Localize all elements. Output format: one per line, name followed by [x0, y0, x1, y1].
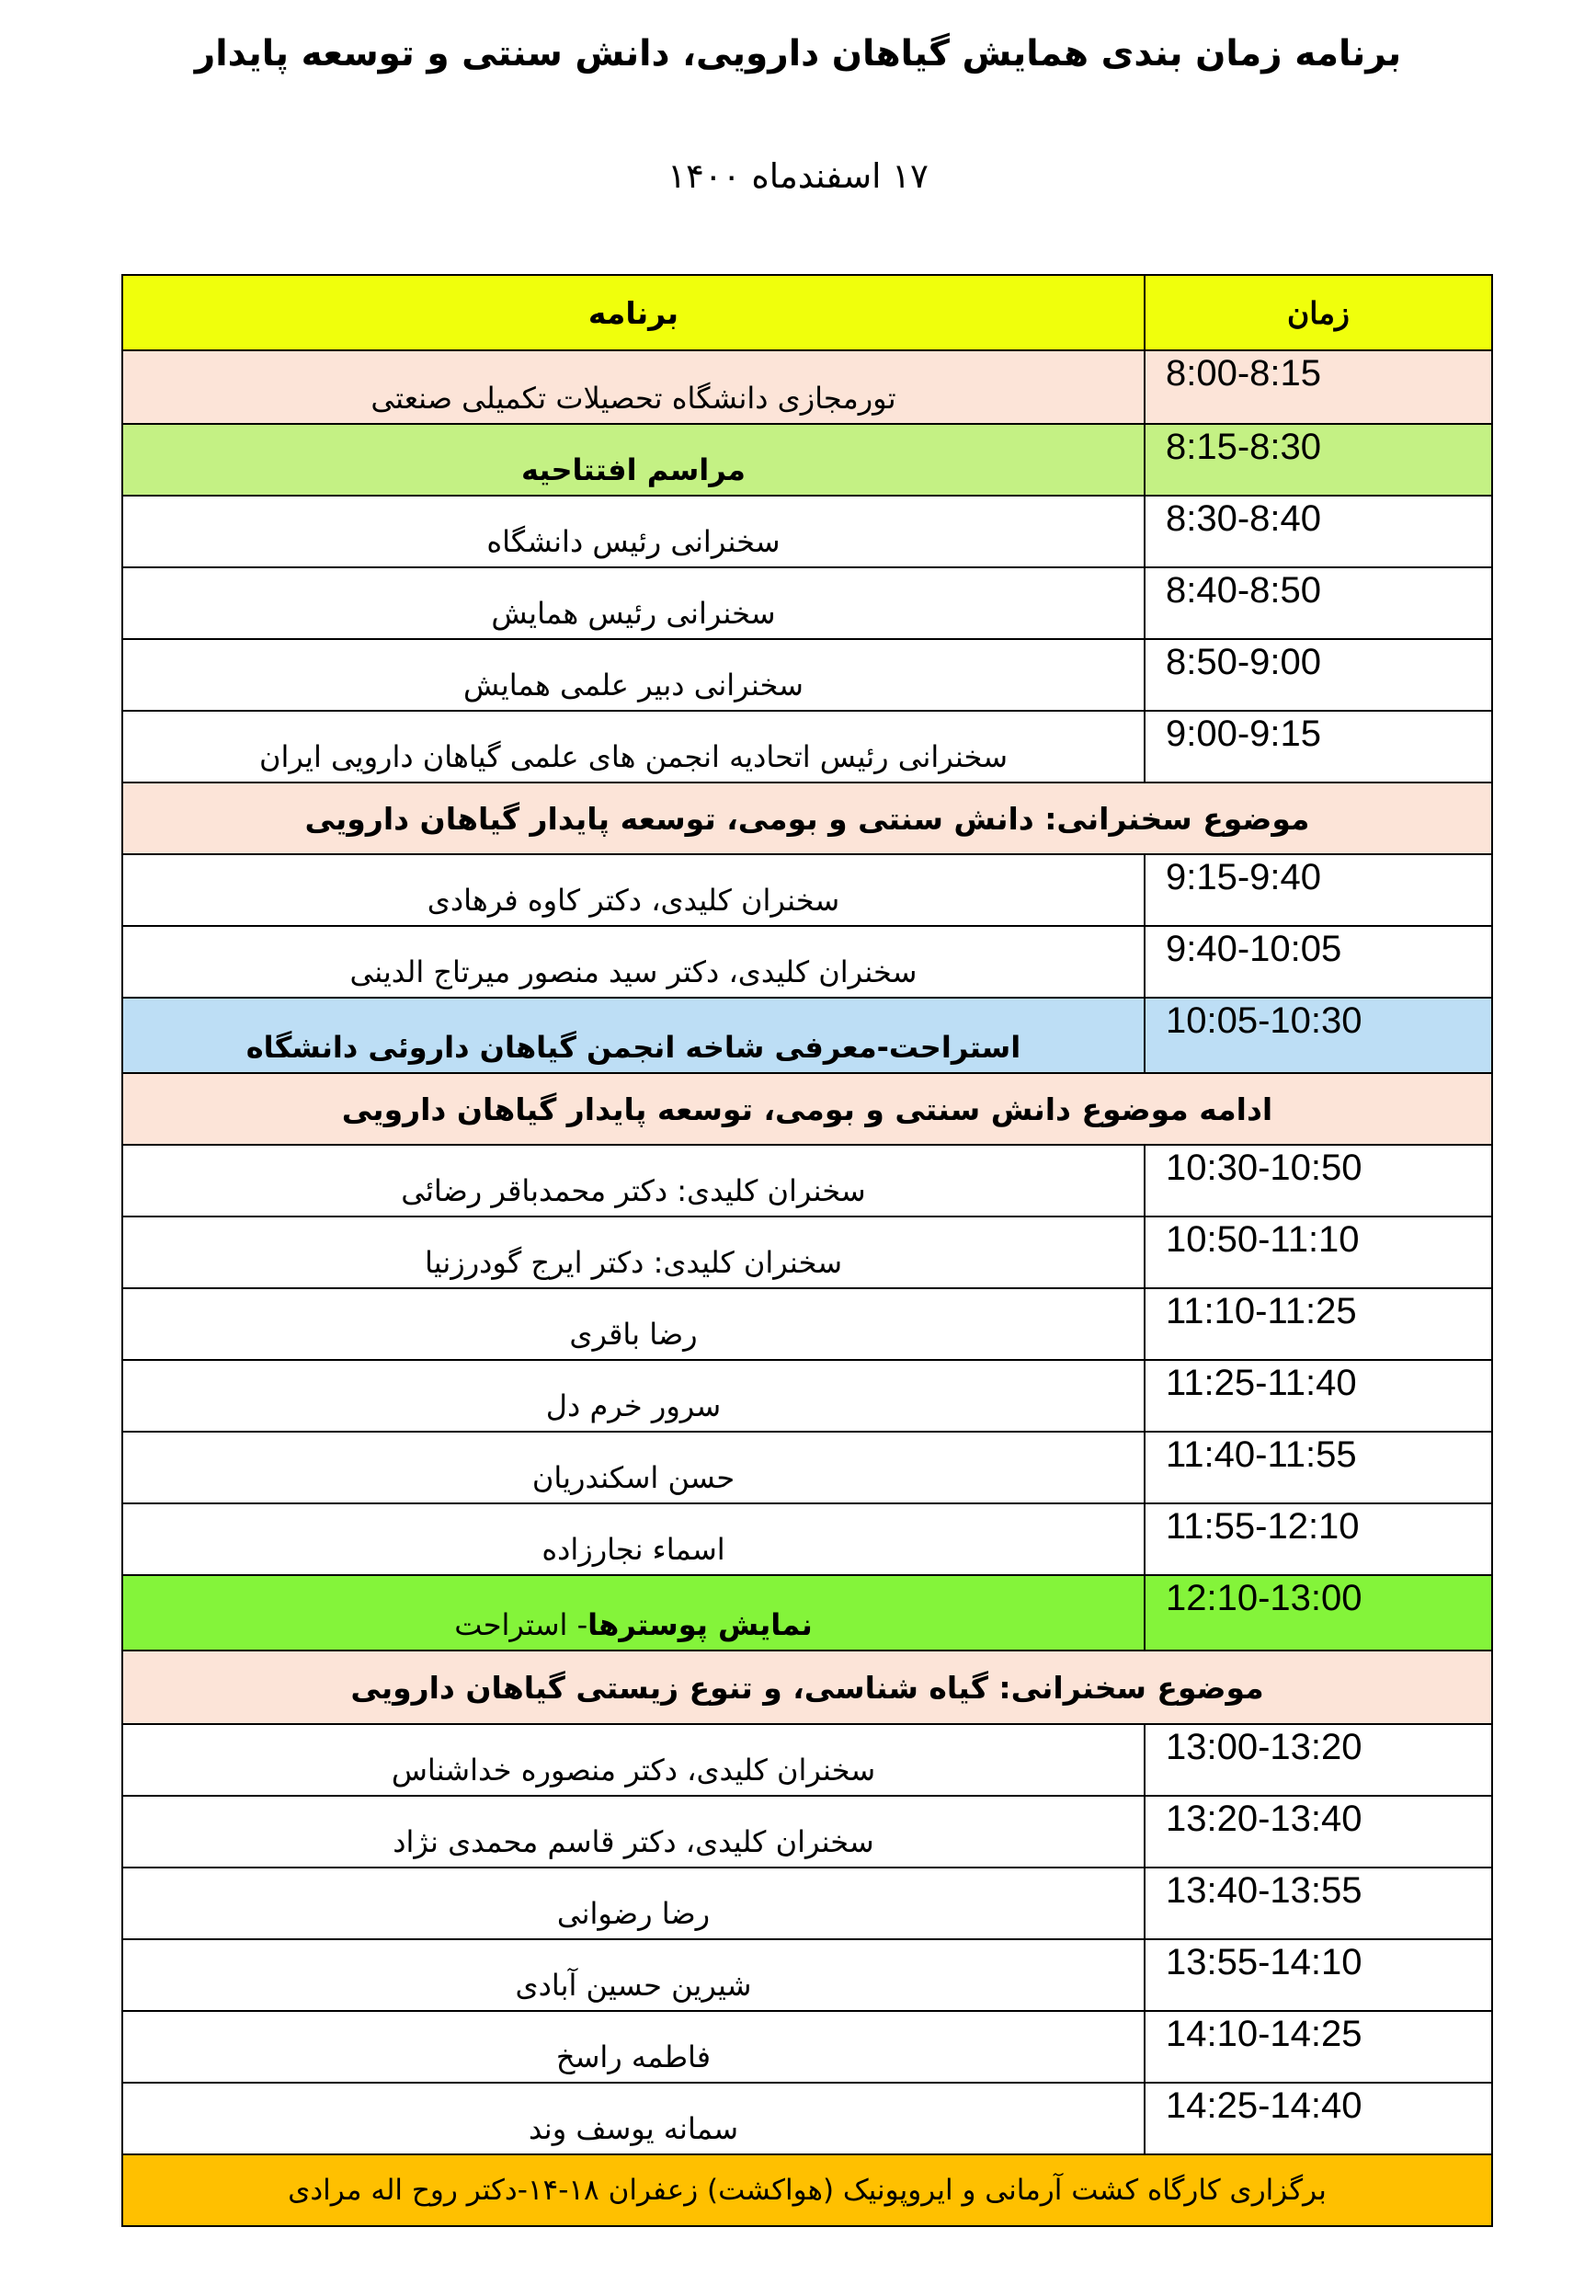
- schedule-row: [122, 1575, 1492, 1651]
- program-text: - استراحت: [454, 1607, 588, 1642]
- schedule-row: [122, 1432, 1492, 1503]
- time-cell: 14:25-14:40: [1145, 2083, 1492, 2154]
- program-cell: [122, 567, 1145, 639]
- program-cell: [122, 1575, 1145, 1651]
- time-cell: 8:50-9:00: [1145, 639, 1492, 711]
- time-cell: 11:25-11:40: [1145, 1360, 1492, 1432]
- time-cell: 13:20-13:40: [1145, 1796, 1492, 1868]
- program-text: تورمجازی دانشگاه تحصیلات تکمیلی صنعتی: [370, 381, 896, 416]
- time-cell: 8:15-8:30: [1145, 424, 1492, 496]
- schedule-row: [122, 424, 1492, 496]
- program-text: سخنران کلیدی، دکتر منصوره خداشناس: [391, 1753, 876, 1788]
- time-cell: 13:40-13:55: [1145, 1868, 1492, 1939]
- schedule-row: [122, 639, 1492, 711]
- program-text: سخنران کلیدی، دکتر قاسم محمدی نژاد: [393, 1824, 874, 1859]
- schedule-row: [122, 1503, 1492, 1575]
- time-cell: 9:00-9:15: [1145, 711, 1492, 782]
- program-cell: [122, 1432, 1145, 1503]
- program-cell: [122, 711, 1145, 782]
- time-cell: 11:10-11:25: [1145, 1288, 1492, 1360]
- program-cell: [122, 1288, 1145, 1360]
- section-title: موضوع سخنرانی: گیاه شناسی، و تنوع زیستی گیاهان دارویی: [122, 1651, 1492, 1724]
- program-text: سخنرانی رئیس اتحادیه انجمن های علمی گیاهان دارویی ایران: [258, 739, 1009, 774]
- program-text: سخنران کلیدی: دکتر ایرج گودرزنیا: [424, 1245, 843, 1280]
- section-title: ادامه موضوع دانش سنتی و بومی، توسعه پایدار گیاهان دارویی: [122, 1073, 1492, 1145]
- schedule-row: [122, 2011, 1492, 2083]
- time-cell: 10:30-10:50: [1145, 1145, 1492, 1217]
- section-row: [122, 1651, 1492, 1724]
- program-cell: [122, 496, 1145, 567]
- event-date: ۱۷ اسفندماه ۱۴۰۰: [667, 156, 929, 196]
- program-text: رضا باقری: [569, 1317, 698, 1352]
- program-cell: [122, 424, 1145, 496]
- schedule-table: [121, 274, 1493, 2227]
- program-text: سرور خرم دل: [545, 1388, 722, 1423]
- time-cell: 10:50-11:10: [1145, 1217, 1492, 1288]
- time-cell: 10:05-10:30: [1145, 998, 1492, 1073]
- schedule-row: [122, 1868, 1492, 1939]
- program-cell: [122, 2011, 1145, 2083]
- program-cell: [122, 854, 1145, 926]
- program-text: اسماء نجارزاده: [542, 1532, 725, 1567]
- program-text: رضا رضوانی: [556, 1896, 711, 1931]
- program-cell: [122, 1796, 1145, 1868]
- schedule-row: [122, 926, 1492, 998]
- program-text: سخنران کلیدی، دکتر سید منصور میرتاج الدینی: [349, 954, 918, 989]
- time-cell: 14:10-14:25: [1145, 2011, 1492, 2083]
- program-text: سخنرانی رئیس همایش: [491, 596, 776, 631]
- program-text: سخنرانی دبیر علمی همایش: [463, 668, 804, 703]
- schedule-row: [122, 1360, 1492, 1432]
- schedule-row: [122, 998, 1492, 1073]
- footer-text: برگزاری کارگاه کشت آرمانی و ایروپونیک (هواکشت) زعفران ۱۸-۱۴-دکتر روح اله مرادی: [122, 2154, 1492, 2226]
- schedule-row: [122, 1288, 1492, 1360]
- program-text: سخنرانی رئیس دانشگاه: [486, 524, 781, 559]
- time-cell: 12:10-13:00: [1145, 1575, 1492, 1651]
- time-cell: 8:30-8:40: [1145, 496, 1492, 567]
- time-cell: 9:15-9:40: [1145, 854, 1492, 926]
- time-cell: 8:00-8:15: [1145, 350, 1492, 424]
- page-title: برنامه زمان بندی همایش گیاهان دارویی، دانش سنتی و توسعه پایدار: [194, 33, 1402, 74]
- program-cell: [122, 998, 1145, 1073]
- program-cell: [122, 2083, 1145, 2154]
- schedule-row: [122, 1724, 1492, 1796]
- schedule-row: [122, 2083, 1492, 2154]
- time-cell: 11:55-12:10: [1145, 1503, 1492, 1575]
- section-row: [122, 1073, 1492, 1145]
- program-cell: [122, 1217, 1145, 1288]
- schedule-row: [122, 1939, 1492, 2011]
- schedule-row: [122, 711, 1492, 782]
- schedule-row: [122, 1217, 1492, 1288]
- time-cell: 13:55-14:10: [1145, 1939, 1492, 2011]
- program-cell: [122, 1145, 1145, 1217]
- schedule-row: [122, 1145, 1492, 1217]
- program-text: حسن اسکندریان: [531, 1460, 735, 1495]
- schedule-row: [122, 567, 1492, 639]
- program-text: سمانه یوسف وند: [529, 2111, 738, 2146]
- time-cell: 9:40-10:05: [1145, 926, 1492, 998]
- section-row: [122, 782, 1492, 854]
- table-header-row: [122, 275, 1492, 350]
- program-text: سخنران کلیدی: دکتر محمدباقر رضائی: [401, 1173, 866, 1208]
- program-cell: [122, 1360, 1145, 1432]
- footer-row: [122, 2154, 1492, 2226]
- time-cell: 8:40-8:50: [1145, 567, 1492, 639]
- time-cell: 11:40-11:55: [1145, 1432, 1492, 1503]
- time-cell: 13:00-13:20: [1145, 1724, 1492, 1796]
- schedule-body: [122, 275, 1492, 2226]
- program-cell: [122, 1868, 1145, 1939]
- program-cell: [122, 1724, 1145, 1796]
- program-text: شیرین حسین آبادی: [515, 1968, 752, 2003]
- program-cell: [122, 926, 1145, 998]
- program-cell: [122, 1939, 1145, 2011]
- program-cell: [122, 639, 1145, 711]
- schedule-row: [122, 1796, 1492, 1868]
- header-time: زمان: [1145, 275, 1492, 350]
- program-text: سخنران کلیدی، دکتر کاوه فرهادی: [427, 883, 840, 918]
- program-text: فاطمه راسخ: [555, 2039, 712, 2074]
- schedule-row: [122, 350, 1492, 424]
- header-program: برنامه: [122, 275, 1145, 350]
- schedule-row: [122, 854, 1492, 926]
- program-cell: [122, 350, 1145, 424]
- program-text: مراسم افتتاحیه: [521, 452, 746, 487]
- program-cell: [122, 1503, 1145, 1575]
- program-text: استراحت-معرفی شاخه انجمن گیاهان داروئی دانشگاه: [245, 1030, 1021, 1065]
- schedule-row: [122, 496, 1492, 567]
- section-title: موضوع سخنرانی: دانش سنتی و بومی، توسعه پایدار گیاهان دارویی: [122, 782, 1492, 854]
- program-text-bold: نمایش پوسترها: [587, 1607, 813, 1642]
